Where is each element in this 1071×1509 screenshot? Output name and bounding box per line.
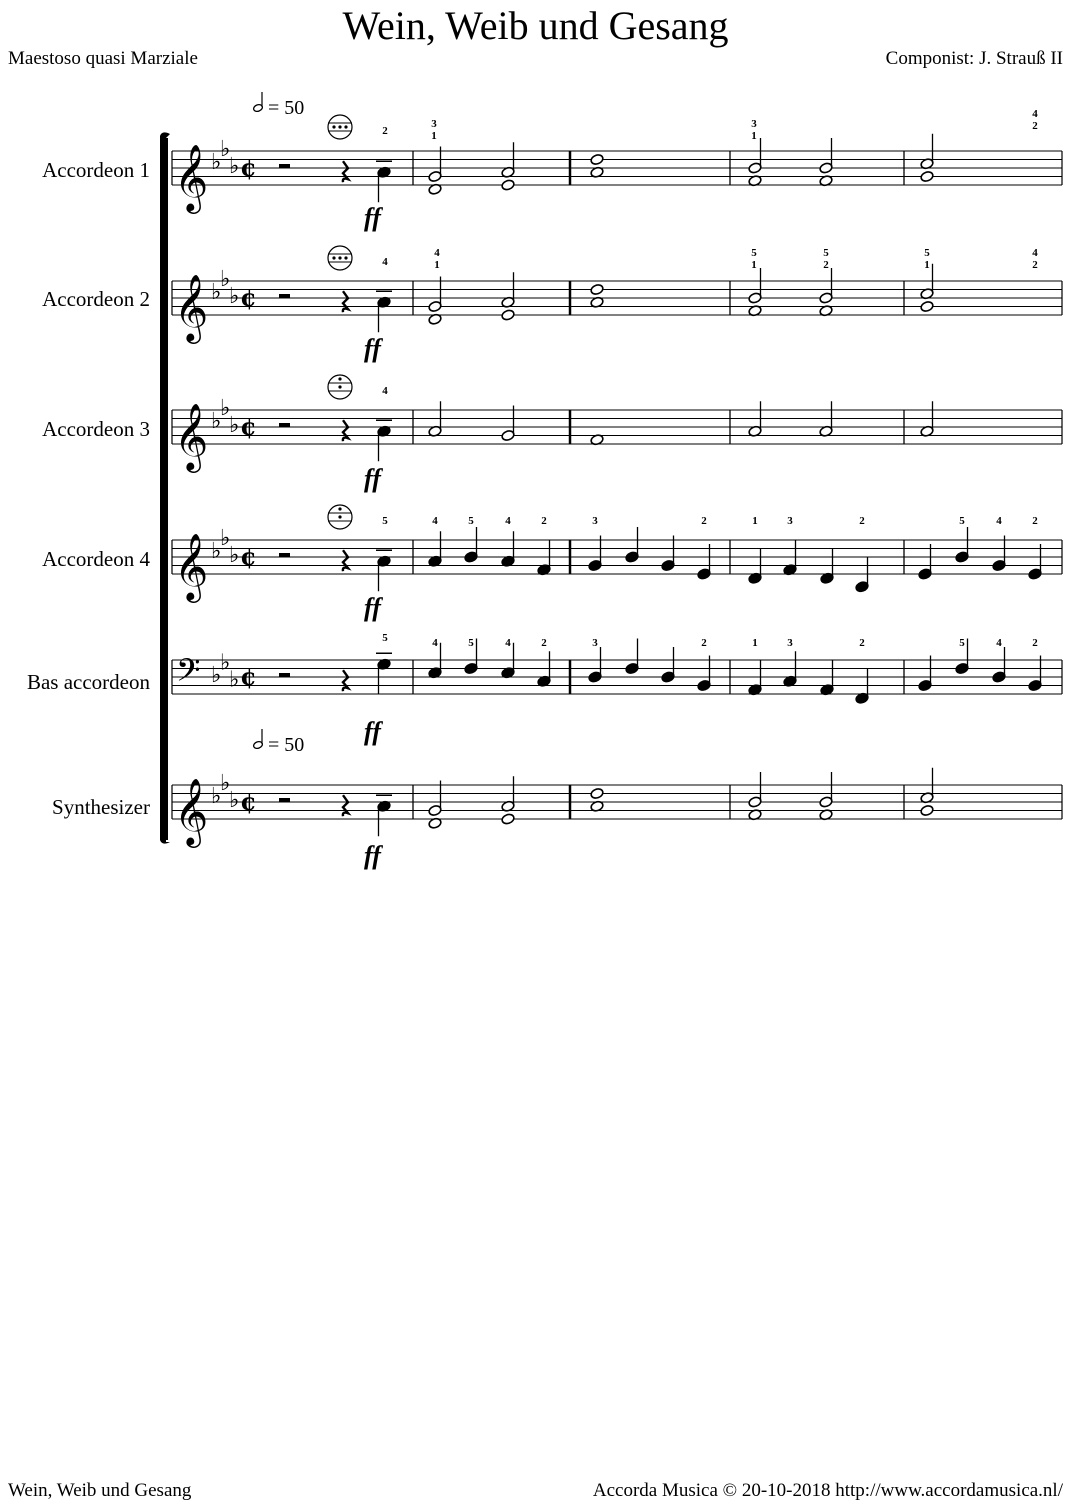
dynamic-marking: ff <box>364 334 381 363</box>
metronome-text: = 50 <box>268 97 305 119</box>
half-rest-icon <box>279 798 290 802</box>
staff-3 <box>172 396 1062 473</box>
bass-clef-icon: 𝄢 <box>176 652 201 696</box>
cut-time-icon: ¢ <box>240 787 257 816</box>
tempo-marking: Maestoso quasi Marziale <box>8 48 198 69</box>
fingering: 3 <box>592 515 598 527</box>
staff-2 <box>172 264 1062 344</box>
treble-clef-icon: 𝄞 <box>174 777 209 845</box>
fingering: 2 <box>541 637 547 649</box>
flat-icon: ♭ <box>220 267 231 292</box>
register-symbol-two-dot <box>328 375 352 399</box>
fingering: 1 <box>924 259 930 271</box>
fingering: 2 <box>1032 120 1038 132</box>
flat-icon: ♭ <box>220 396 231 421</box>
cut-time-icon: ¢ <box>240 662 257 691</box>
fingering: 1 <box>752 515 758 527</box>
fingering: 4 <box>382 385 388 397</box>
fingering: 4 <box>505 515 511 527</box>
note-head <box>501 813 515 825</box>
staff-label-bas-accordeon: Bas accordeon <box>26 670 150 694</box>
quarter-rest-icon <box>343 670 348 691</box>
flat-icon: ♭ <box>220 771 231 796</box>
staff-6 <box>172 768 1062 848</box>
staff-label-accordeon-3: Accordeon 3 <box>42 417 150 441</box>
composer-credit: Componist: J. Strauß II <box>885 48 1063 69</box>
quarter-rest-icon <box>343 550 348 571</box>
staff-5 <box>172 639 1062 705</box>
quarter-rest-icon <box>343 795 348 816</box>
dynamic-marking: ff <box>364 203 381 232</box>
fingering: 2 <box>541 515 547 527</box>
staff-4 <box>172 526 1062 603</box>
fingering: 2 <box>859 637 865 649</box>
fingering: 4 <box>996 515 1002 527</box>
fingering: 5 <box>468 637 474 649</box>
fingering: 2 <box>1032 637 1038 649</box>
footer-title: Wein, Weib und Gesang <box>8 1480 192 1501</box>
fingering: 4 <box>382 256 388 268</box>
fingering: 5 <box>382 632 388 644</box>
fingering: 4 <box>432 515 438 527</box>
half-rest-icon <box>279 294 290 298</box>
fingering: 5 <box>751 247 757 259</box>
fingering: 1 <box>752 637 758 649</box>
fingering: 5 <box>959 515 965 527</box>
note-head <box>590 787 604 799</box>
fingering: 4 <box>505 637 511 649</box>
flat-icon: ♭ <box>220 650 231 676</box>
fingering: 2 <box>823 259 829 271</box>
register-symbol-three-dot <box>328 115 352 139</box>
fingering: 3 <box>787 515 793 527</box>
fingering: 2 <box>859 515 865 527</box>
fingering: 3 <box>592 637 598 649</box>
note-head <box>501 179 515 191</box>
cut-time-icon: ¢ <box>240 412 257 441</box>
fingering: 4 <box>432 637 438 649</box>
fingering: 2 <box>382 125 388 137</box>
flat-icon: ♭ <box>220 137 231 162</box>
staff-label-accordeon-1: Accordeon 1 <box>42 158 150 182</box>
treble-clef-icon: 𝄞 <box>174 402 209 470</box>
page-title: Wein, Weib und Gesang <box>342 3 729 48</box>
footer-copyright: Accorda Musica © 20-10-2018 http://www.accordamusica.nl/ <box>592 1480 1063 1501</box>
fingering: 4 <box>1032 108 1038 120</box>
fingering: 1 <box>434 259 440 271</box>
metronome-mark-top <box>253 92 305 119</box>
flat-icon: ♭ <box>229 413 240 438</box>
register-symbol-three-dot <box>328 246 352 270</box>
staff-1 <box>172 134 1062 214</box>
fingering: 3 <box>431 118 437 130</box>
fingering: 4 <box>996 637 1002 649</box>
note-head <box>920 300 934 312</box>
fingerings-accordeon-4 <box>382 515 1038 527</box>
cut-time-icon: ¢ <box>240 153 257 182</box>
metronome-mark-synth <box>253 729 305 756</box>
note-head <box>920 170 934 182</box>
fingering: 2 <box>701 637 707 649</box>
staff-label-accordeon-4: Accordeon 4 <box>42 547 150 571</box>
dynamic-marking: ff <box>364 464 381 493</box>
fingerings-accordeon-1 <box>382 108 1038 142</box>
flat-icon: ♭ <box>229 667 240 693</box>
staff-label-synthesizer: Synthesizer <box>52 795 150 819</box>
quarter-rest-icon <box>343 291 348 312</box>
dynamic-marking: ff <box>364 841 381 870</box>
flat-icon: ♭ <box>220 526 231 551</box>
fingering: 3 <box>751 118 757 130</box>
fingering: 5 <box>382 515 388 527</box>
flat-icon: ♭ <box>211 538 222 564</box>
fingering: 2 <box>1032 515 1038 527</box>
fingering: 1 <box>751 130 757 142</box>
note-head <box>590 153 604 165</box>
flat-icon: ♭ <box>211 783 222 809</box>
note-head <box>920 804 934 816</box>
flat-icon: ♭ <box>211 663 222 688</box>
flat-icon: ♭ <box>229 788 240 813</box>
half-rest-icon <box>279 423 290 427</box>
half-rest-icon <box>279 553 290 557</box>
dynamic-marking: ff <box>364 593 381 622</box>
quarter-rest-icon <box>343 161 348 182</box>
fingering: 4 <box>1032 247 1038 259</box>
system-bracket <box>160 132 170 843</box>
fingering: 2 <box>1032 259 1038 271</box>
treble-clef-icon: 𝄞 <box>174 273 209 341</box>
fingerings-accordeon-2 <box>382 247 1038 271</box>
fingering: 2 <box>701 515 707 527</box>
treble-clef-icon: 𝄞 <box>174 143 209 211</box>
fingerings-accordeon-3 <box>382 385 388 397</box>
cut-time-icon: ¢ <box>240 542 257 571</box>
flat-icon: ♭ <box>211 279 222 305</box>
half-rest-icon <box>279 164 290 168</box>
half-rest-icon <box>279 673 290 677</box>
flat-icon: ♭ <box>229 543 240 568</box>
cut-time-icon: ¢ <box>240 283 257 312</box>
quarter-rest-icon <box>343 420 348 441</box>
fingering: 4 <box>434 247 440 259</box>
staff-label-accordeon-2: Accordeon 2 <box>42 287 150 311</box>
note-head <box>501 309 515 321</box>
flat-icon: ♭ <box>211 149 222 175</box>
fingering: 5 <box>823 247 829 259</box>
fingering: 5 <box>468 515 474 527</box>
flat-icon: ♭ <box>211 408 222 434</box>
fingering: 1 <box>751 259 757 271</box>
treble-clef-icon: 𝄞 <box>174 532 209 600</box>
dynamic-marking: ff <box>364 717 381 746</box>
flat-icon: ♭ <box>229 284 240 309</box>
fingering: 3 <box>787 637 793 649</box>
flat-icon: ♭ <box>229 154 240 179</box>
fingering: 1 <box>431 130 437 142</box>
fingerings-bas-accordeon <box>382 632 1038 649</box>
register-symbol-two-dot <box>328 505 352 529</box>
fingering: 5 <box>924 247 930 259</box>
metronome-text: = 50 <box>268 734 305 756</box>
fingering: 5 <box>959 637 965 649</box>
note-head <box>590 283 604 295</box>
